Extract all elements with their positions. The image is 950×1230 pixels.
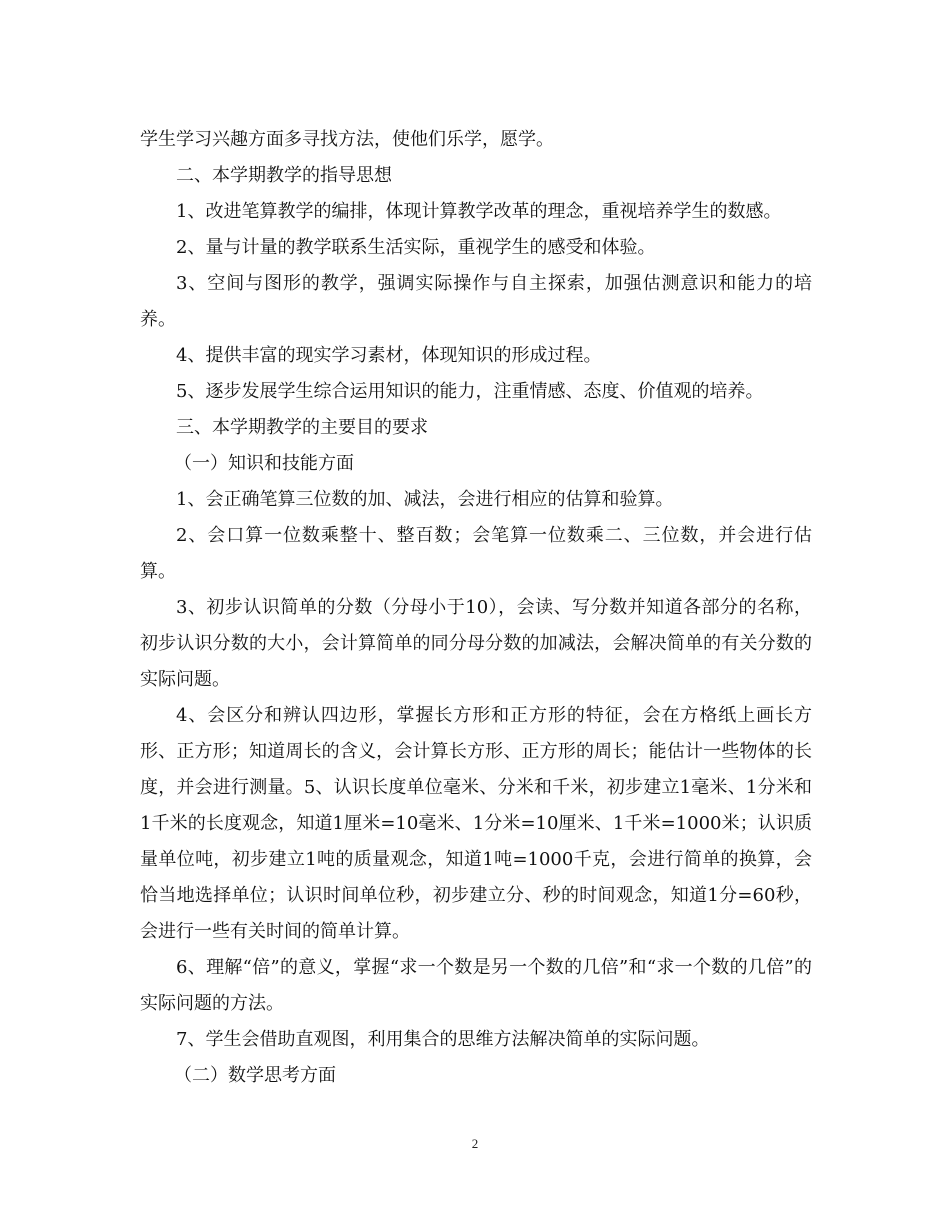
goal-item-7: 7、学生会借助直观图，利用集合的思维方法解决简单的实际问题。 — [176, 1029, 710, 1050]
goal-item-2: 2、会口算一位数乘整十、整百数；会笔算一位数乘二、三位数，并会进行估算。 — [140, 525, 812, 582]
paragraph-item-3: 3、空间与图形的教学，强调实际操作与自主探索，加强估测意识和能力的培养。 — [140, 273, 812, 330]
paragraph-item-4: 4、提供丰富的现实学习素材，体现知识的形成过程。 — [176, 345, 602, 366]
paragraph-continuation: 学生学习兴趣方面多寻找方法，使他们乐学，愿学。 — [140, 129, 554, 150]
page-number: 2 — [471, 1136, 479, 1151]
subsection-heading-knowledge-skills: （一）知识和技能方面 — [174, 453, 354, 474]
section-heading-goals: 三、本学期教学的主要目的要求 — [176, 417, 428, 438]
goal-item-1: 1、会正确笔算三位数的加、减法，会进行相应的估算和验算。 — [176, 489, 674, 510]
paragraph-item-1: 1、改进笔算教学的编排，体现计算教学改革的理念，重视培养学生的数感。 — [176, 201, 782, 222]
goal-item-6: 6、理解“倍”的意义，掌握“求一个数是另一个数的几倍”和“求一个数的几倍”的实际问题的方法。 — [140, 957, 812, 1014]
goal-item-4-5: 4、会区分和辨认四边形，掌握长方形和正方形的特征，会在方格纸上画长方形、正方形；知道周长的含义，会计算长方形、正方形的周长；能估计一些物体的长度，并会进行测量。5、认识长度单位毫米、分米和千米，初步建立1毫米、1分米和1千米的长度观念，知道1厘米=10毫米、1分米=10厘米、1千米=1000米；认识质量单位吨，初步建立1吨的质量观念，知道1吨=1000千克，会进行简单的换算，会恰当地选择单位；认识时间单位秒，初步建立分、秒的时间观念，知道1分=60秒，会进行一些有关时间的简单计算。 — [140, 705, 812, 942]
subsection-heading-math-thinking: （二）数学思考方面 — [174, 1065, 336, 1086]
paragraph-item-2: 2、量与计量的教学联系生活实际，重视学生的感受和体验。 — [176, 237, 656, 258]
goal-item-3: 3、初步认识简单的分数（分母小于10），会读、写分数并知道各部分的名称，初步认识分数的大小，会计算简单的同分母分数的加减法，会解决简单的有关分数的实际问题。 — [140, 597, 812, 690]
section-heading-guiding-ideas: 二、本学期教学的指导思想 — [176, 165, 392, 186]
paragraph-item-5: 5、逐步发展学生综合运用知识的能力，注重情感、态度、价值观的培养。 — [176, 381, 764, 402]
document-body — [140, 122, 812, 1094]
